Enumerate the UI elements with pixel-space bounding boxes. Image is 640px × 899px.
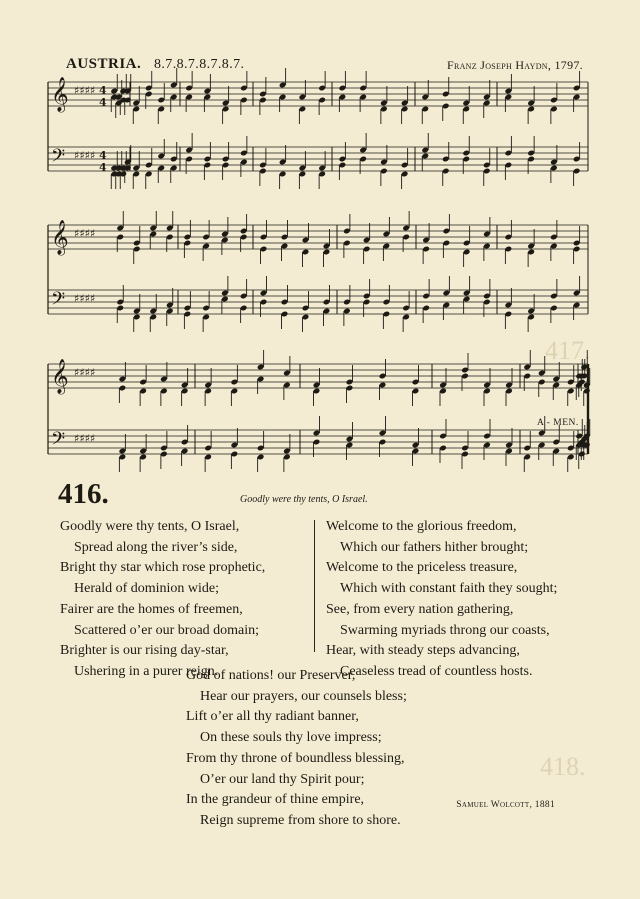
time-signature-top: 4 [99,149,107,162]
verse-line: Swarming myriads throng our coasts, [340,622,550,638]
verse-line: Reign supreme from shore to shore. [200,812,401,828]
composer: Franz Joseph Haydn, 1797. [446,58,583,72]
verse-line: Scattered o’er our broad domain; [74,622,260,638]
verse-line: Herald of dominion wide; [74,581,220,597]
time-signature-bottom: 4 [99,96,107,109]
verse-line: Which with constant faith they sought; [340,581,558,597]
key-signature: ♯♯♯♯ [74,84,96,97]
bleed-through-text: 418. [540,752,586,781]
verse-line: Goodly were thy tents, O Israel, [60,519,240,534]
verse-line: In the grandeur of thine empire, [186,792,365,808]
music-systems [48,68,591,472]
tune-name: AUSTRIA. [66,56,142,72]
verse-line: Fairer are the homes of freemen, [60,601,243,617]
verse-line: O’er our land thy Spirit pour; [200,771,365,787]
key-signature: ♯♯♯♯ [74,432,96,445]
verse-line: Lift o’er all thy radiant banner, [186,709,359,725]
verse-line: Which our fathers hither brought; [340,539,529,555]
key-signature: ♯♯♯♯ [74,292,96,305]
verse-line: From thy throne of boundless blessing, [186,750,405,766]
tune-meter: 8.7.8.7.8.7.8.7. [154,57,245,72]
verse-line: Welcome to the glorious freedom, [326,519,517,534]
key-signature: ♯♯♯♯ [74,366,96,379]
treble-clef-icon: 𝄞 [51,77,69,112]
verse-line: Bright thy star which rose prophetic, [60,560,266,576]
bass-clef-icon: 𝄢 [51,289,66,314]
hymn-number: 416. [58,478,109,510]
author-credit: Samuel Wolcott, 1881 [456,800,555,810]
time-signature-top: 4 [99,84,107,97]
bass-clef-icon: 𝄢 [51,429,66,454]
bass-clef-icon: 𝄢 [51,146,66,171]
verse-line: Ceaseless tread of countless hosts. [340,663,533,679]
verse-line: God of nations! our Preserver, [186,668,356,683]
treble-clef-icon: 𝄞 [51,359,69,394]
stanza-1 [60,517,265,683]
verse-line: Hear, with steady steps advancing, [326,643,520,659]
treble-clef-icon: 𝄞 [51,220,69,255]
bleed-through-text: 417. [545,336,591,365]
key-signature: ♯♯♯♯ [74,149,96,162]
verse-line: Welcome to the priceless treasure, [326,560,518,576]
column-divider [314,520,315,652]
amen-label: A - MEN. [537,418,579,428]
stanza-2 [326,517,557,683]
hymn-incipit: Goodly were thy tents, O Israel. [240,494,368,505]
time-signature-bottom: 4 [99,161,107,174]
verse-line: Brighter is our rising day-star, [60,643,229,659]
verse-line: On these souls thy love impress; [200,730,382,746]
verse-line: Hear our prayers, our counsels bless; [200,688,407,704]
key-signature: ♯♯♯♯ [74,227,96,240]
stanza-3 [186,666,407,832]
verse-line: See, from every nation gathering, [326,601,514,617]
verse-line: Spread along the river’s side, [74,539,238,555]
verse-line: Ushering in a purer reign. [74,663,219,679]
